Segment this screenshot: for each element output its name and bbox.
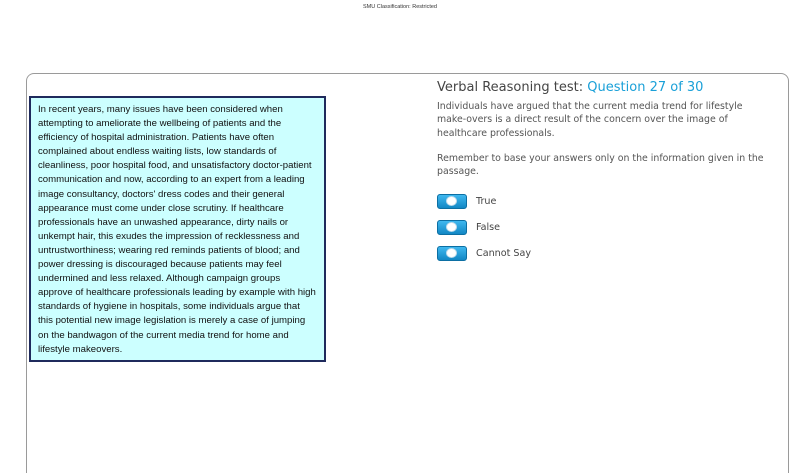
test-label: Verbal Reasoning test: [437,80,584,95]
instruction-note: Remember to base your answers only on the information given in the passage. [437,153,764,178]
answer-option-cannot-say[interactable] [437,245,531,261]
reading-passage: In recent years, many issues have been considered when attempting to ameliorate the wellbeing of patients and the efficiency of hospital administration. Patients have often complained about endless waiting lists, low standards of cleanliness, poor hospital food, and unsatisfactory doctor-patient communication and now, according to an expert from a leading image consultancy, doctors' dress codes and their general appearance must come under close scrutiny. If healthcare professionals have an unwashed appearance, dirty nails or unkempt hair, this exudes the impression of recklessness and untrustworthiness; wearing red reminds patients of blood; and power dressing is discouraged because patients may feel undermined and less relaxed. Although campaign groups approve of healthcare professionals leading by example with high standards of hygiene in hospitals, some individuals argue that this potential new image legislation is merely a case of jumping on the bandwagon of the current media trend for home and lifestyle makeovers. [29,96,326,362]
radio-toggle[interactable] [437,220,467,235]
answer-label: Cannot Say [476,247,532,259]
answer-label: False [476,221,501,233]
question-statement: Individuals have argued that the current media trend for lifestyle make-overs is a direct result of the concern over the image of healthcare professionals. [437,101,743,139]
radio-toggle[interactable] [437,246,467,261]
question-header [437,80,703,95]
answer-label: True [476,195,497,207]
toggle-knob-icon [446,222,457,232]
answer-option-true[interactable] [437,193,496,209]
question-number: Question 27 of 30 [587,80,704,95]
radio-toggle[interactable] [437,194,467,209]
classification-label: SMU Classification: Restricted [363,4,437,10]
answer-option-false[interactable] [437,219,500,235]
toggle-knob-icon [446,248,457,258]
toggle-knob-icon [446,196,457,206]
